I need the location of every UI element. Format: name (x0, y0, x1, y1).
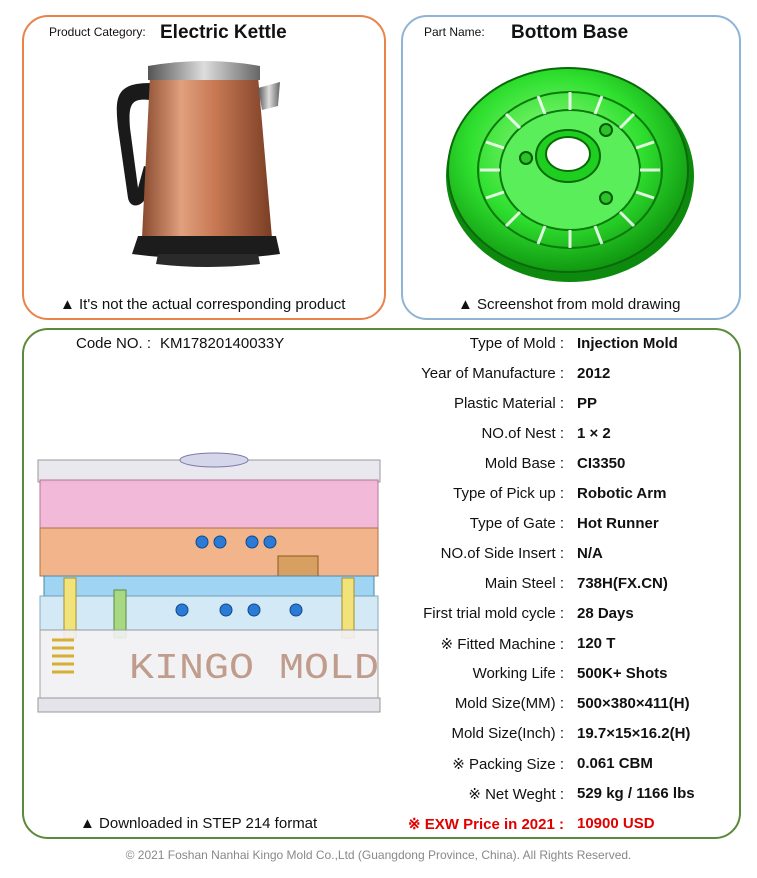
spec-label: Year of Manufacture : (421, 365, 564, 382)
spec-value: 2012 (577, 365, 611, 382)
spec-row (0, 689, 757, 719)
kettle-image (110, 58, 290, 273)
spec-row (0, 359, 757, 389)
spec-row (0, 719, 757, 749)
spec-value: CI3350 (577, 455, 626, 472)
spec-value: 0.061 CBM (577, 755, 653, 772)
bottom-base-drawing (440, 58, 704, 288)
spec-row (0, 569, 757, 599)
spec-label: Plastic Material : (453, 395, 564, 412)
copyright-footer: © 2021 Foshan Nanhai Kingo Mold Co.,Ltd (Guangdong Province, China). All Rights Reserved. (125, 848, 632, 862)
spec-value: 500K+ Shots (577, 665, 668, 682)
product-category-label: Product Category: (49, 25, 146, 39)
spec-value: N/A (577, 545, 603, 562)
spec-row (0, 659, 757, 689)
spec-label: ※ Packing Size : (452, 756, 564, 773)
spec-label: NO.of Nest : (481, 425, 564, 442)
spec-value: 19.7×15×16.2(H) (577, 725, 691, 742)
spec-label: ※ Net Weght : (468, 786, 564, 803)
spec-value: PP (577, 395, 598, 412)
spec-row (0, 449, 757, 479)
spec-label: Main Steel : (484, 575, 564, 592)
price-value: 10900 USD (577, 815, 655, 832)
product-category-value: Electric Kettle (160, 22, 287, 43)
spec-label: Type of Pick up : (453, 485, 564, 502)
spec-value: Injection Mold (577, 335, 678, 352)
part-name-label: Part Name: (424, 25, 485, 39)
code-value: KM17820140033Y (160, 335, 285, 352)
spec-row (0, 629, 757, 659)
spec-row (0, 389, 757, 419)
spec-label: Mold Base : (484, 455, 564, 472)
spec-value: 120 T (577, 635, 616, 652)
spec-label: NO.of Side Insert : (440, 545, 564, 562)
spec-label: Mold Size(Inch) : (451, 725, 564, 742)
spec-label: First trial mold cycle : (423, 605, 564, 622)
product-caption: ▲ It's not the actual corresponding product (60, 296, 346, 313)
spec-value: 738H(FX.CN) (577, 575, 668, 592)
price-label: ※ EXW Price in 2021 : (408, 816, 564, 833)
spec-row (0, 509, 757, 539)
spec-value: Robotic Arm (577, 485, 667, 502)
spec-value: 28 Days (577, 605, 634, 622)
mold-caption: ▲ Downloaded in STEP 214 format (80, 815, 318, 832)
spec-label: Working Life : (472, 665, 564, 682)
spec-label: Type of Mold : (469, 335, 564, 352)
spec-row (0, 419, 757, 449)
spec-value: Hot Runner (577, 515, 659, 532)
part-name-value: Bottom Base (511, 22, 629, 43)
spec-label: Type of Gate : (469, 515, 564, 532)
spec-value: 1 × 2 (577, 425, 611, 442)
spec-value: 529 kg / 1166 lbs (577, 785, 695, 802)
spec-row (0, 779, 757, 809)
spec-row (0, 749, 757, 779)
part-caption: ▲ Screenshot from mold drawing (458, 296, 681, 313)
code-label: Code NO. : (76, 335, 152, 352)
spec-row (0, 329, 757, 359)
kingo-mold-watermark: KINGO MOLD (129, 648, 379, 689)
price-row (0, 809, 757, 839)
spec-row (0, 479, 757, 509)
spec-row (0, 539, 757, 569)
spec-label: Mold Size(MM) : (454, 695, 564, 712)
spec-row (0, 599, 757, 629)
spec-label: ※ Fitted Machine : (440, 636, 564, 653)
spec-value: 500×380×411(H) (577, 695, 690, 712)
